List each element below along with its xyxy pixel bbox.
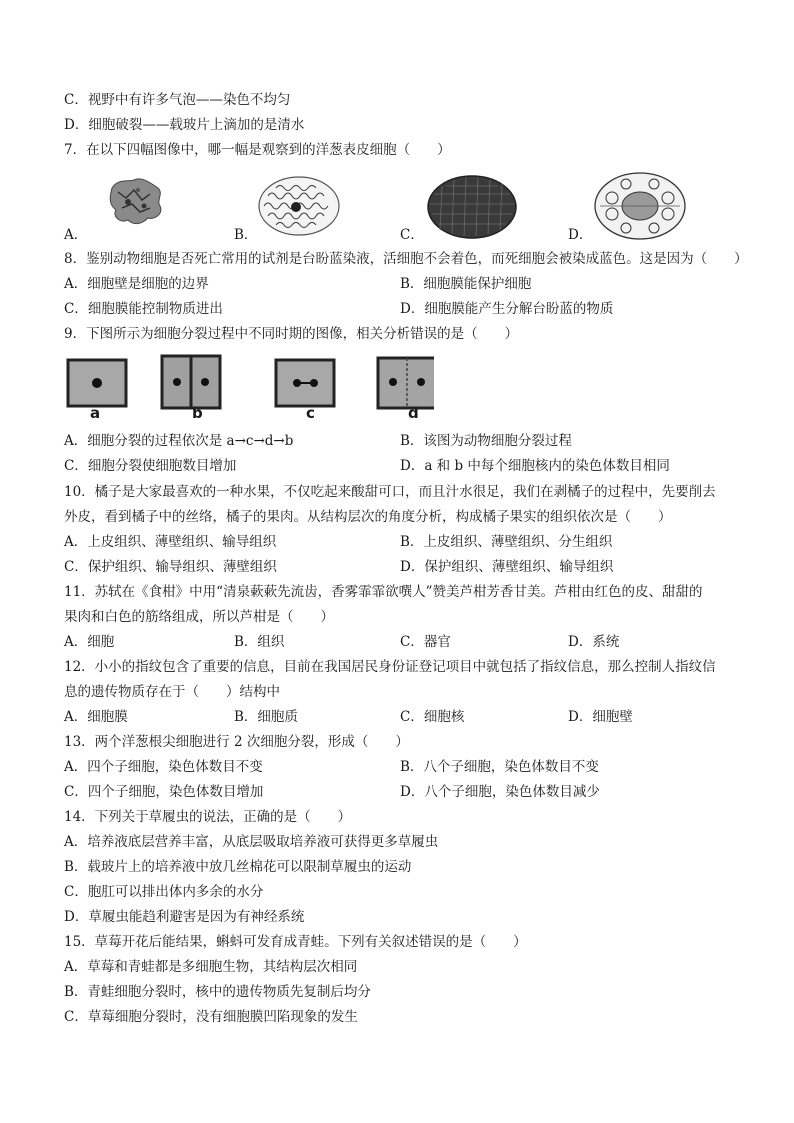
q12-option-b: B．细胞质 <box>234 709 298 725</box>
option-d-text: D．细胞破裂——载玻片上滴加的是清水 <box>64 117 305 133</box>
q7-figure-b <box>256 174 342 238</box>
q7-label-c: C． <box>400 227 424 243</box>
q9-option-b: B．该图为动物细胞分裂过程 <box>400 433 572 449</box>
q7-label-d: D． <box>568 227 593 243</box>
question-14: 14．下列关于草履虫的说法，正确的是（ ） <box>64 809 352 825</box>
q9-caption-b: b <box>192 404 203 422</box>
q7-label-a: A． <box>64 227 88 243</box>
q9-caption-a: a <box>90 404 101 422</box>
q7-figure-d <box>592 170 688 242</box>
q8-option-c: C．细胞膜能控制物质进出 <box>64 301 223 317</box>
q11-option-a: A．细胞 <box>64 634 115 650</box>
q11-option-b: B．组织 <box>234 634 285 650</box>
q9-figure <box>64 352 434 426</box>
question-12-line1: 12．小小的指纹包含了重要的信息，目前在我国居民身份证登记项目中就包括了指纹信息，那么控制人指纹信 <box>64 659 716 675</box>
q12-option-d: D．细胞壁 <box>568 709 633 725</box>
q14-option-c: C．胞肛可以排出体内多余的水分 <box>64 884 264 900</box>
option-c-text: C．视野中有许多气泡——染色不均匀 <box>64 92 291 108</box>
q13-option-a: A．四个子细胞，染色体数目不变 <box>64 759 263 775</box>
q11-option-d: D．系统 <box>568 634 620 650</box>
question-12-line2: 息的遗传物质存在于（ ）结构中 <box>64 684 280 700</box>
q10-option-c: C．保护组织、输导组织、薄壁组织 <box>64 559 277 575</box>
q12-option-c: C．细胞核 <box>400 709 465 725</box>
q8-option-d: D．细胞膜能产生分解台盼蓝的物质 <box>400 301 614 317</box>
q10-option-d: D．保护组织、薄壁组织、输导组织 <box>400 559 614 575</box>
q9-option-a: A．细胞分裂的过程依次是 a→c→d→b <box>64 433 294 449</box>
q14-option-a: A．培养液底层营养丰富，从底层吸取培养液可获得更多草履虫 <box>64 834 439 850</box>
q7-label-b: B． <box>234 227 258 243</box>
q14-option-b: B．载玻片上的培养液中放几丝棉花可以限制草履虫的运动 <box>64 859 412 875</box>
q13-option-c: C．四个子细胞，染色体数目增加 <box>64 784 264 800</box>
q9-caption-c: c <box>306 404 315 422</box>
question-15: 15．草莓开花后能结果，蝌蚪可发育成青蛙。下列有关叙述错误的是（ ） <box>64 934 527 950</box>
q9-option-c: C．细胞分裂使细胞数目增加 <box>64 458 237 474</box>
question-7: 7．在以下四幅图像中，哪一幅是观察到的洋葱表皮细胞（ ） <box>64 142 451 158</box>
question-10-line1: 10．橘子是大家最喜欢的一种水果，不仅吃起来酸甜可口，而且汁水很足，我们在剥橘子的过程中，先要削去 <box>64 484 716 500</box>
q7-figure-a <box>104 174 166 230</box>
question-11-line2: 果肉和白色的筋络组成，所以芦柑是（ ） <box>64 609 334 625</box>
question-11-line1: 11．苏轼在《食柑》中用“清泉蔌蔌先流齿，香雾霏霏欲噀人”赞美芦柑芳香甘美。芦柑由红色的皮、甜甜的 <box>64 584 703 600</box>
q10-option-b: B．上皮组织、薄壁组织、分生组织 <box>400 534 613 550</box>
q15-option-c: C．草莓细胞分裂时，没有细胞膜凹陷现象的发生 <box>64 1009 358 1025</box>
q14-option-d: D．草履虫能趋利避害是因为有神经系统 <box>64 909 305 925</box>
question-10-line2: 外皮，看到橘子中的丝络，橘子的果肉。从结构层次的角度分析，构成橘子果实的组织依次是（ ） <box>64 509 672 525</box>
q13-option-b: B．八个子细胞，染色体数目不变 <box>400 759 599 775</box>
q8-option-b: B．细胞膜能保护细胞 <box>400 276 532 292</box>
q9-caption-d: d <box>408 404 419 422</box>
q11-option-c: C．器官 <box>400 634 451 650</box>
q9-option-d: D．a 和 b 中每个细胞核内的染色体数目相同 <box>400 458 670 474</box>
question-13: 13．两个洋葱根尖细胞进行 2 次细胞分裂，形成（ ） <box>64 734 409 750</box>
q15-option-b: B．青蛙细胞分裂时，核中的遗传物质先复制后均分 <box>64 984 371 1000</box>
question-8: 8．鉴别动物细胞是否死亡常用的试剂是台盼蓝染液，活细胞不会着色，而死细胞会被染成蓝色。这是因为（ ） <box>64 251 748 267</box>
q13-option-d: D．八个子细胞，染色体数目减少 <box>400 784 600 800</box>
question-9: 9．下图所示为细胞分裂过程中不同时期的图像，相关分析错误的是（ ） <box>64 326 519 342</box>
q8-option-a: A．细胞壁是细胞的边界 <box>64 276 209 292</box>
q15-option-a: A．草莓和青蛙都是多细胞生物，其结构层次相同 <box>64 959 358 975</box>
q10-option-a: A．上皮组织、薄壁组织、输导组织 <box>64 534 277 550</box>
q7-figure-c <box>426 174 518 240</box>
q12-option-a: A．细胞膜 <box>64 709 128 725</box>
